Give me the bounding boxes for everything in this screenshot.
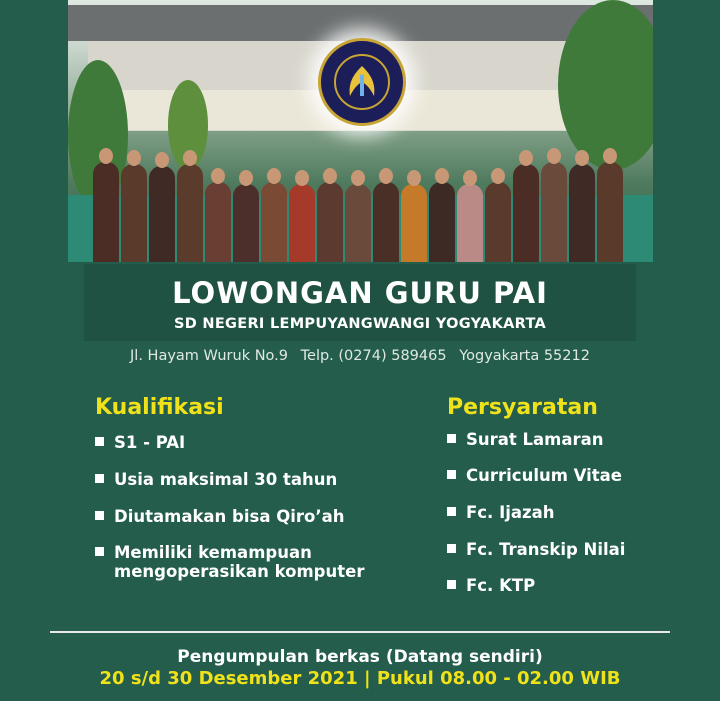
bullet-icon xyxy=(447,507,456,516)
staff-person xyxy=(205,182,231,262)
staff-group xyxy=(93,150,623,262)
bullet-icon xyxy=(95,511,104,520)
divider xyxy=(50,631,670,633)
building-roof xyxy=(68,5,653,41)
staff-person xyxy=(457,184,483,262)
school-address xyxy=(0,348,720,364)
staff-person xyxy=(485,182,511,262)
staff-person xyxy=(121,164,147,262)
tree-right xyxy=(558,0,653,170)
staff-person xyxy=(597,162,623,262)
staff-person xyxy=(289,184,315,262)
staff-person xyxy=(401,184,427,262)
address-street: Jl. Hayam Wuruk No.9 xyxy=(130,348,289,364)
bullet-icon xyxy=(447,434,456,443)
staff-person xyxy=(261,182,287,262)
staff-person xyxy=(373,182,399,262)
kualifikasi-heading: Kualifikasi xyxy=(95,395,224,420)
staff-person xyxy=(429,182,455,262)
staff-person xyxy=(513,164,539,262)
bullet-icon xyxy=(447,470,456,479)
submission-schedule: 20 s/d 30 Desember 2021 | Pukul 08.00 - 02.00 WIB xyxy=(99,668,621,689)
bullet-icon xyxy=(95,437,104,446)
school-emblem-icon xyxy=(318,38,406,126)
staff-person xyxy=(541,162,567,262)
staff-person xyxy=(345,184,371,262)
emblem-wings-icon xyxy=(332,52,392,112)
staff-person xyxy=(569,164,595,262)
bullet-icon xyxy=(95,474,104,483)
staff-person xyxy=(317,182,343,262)
staff-person xyxy=(149,166,175,262)
poster-title: LOWONGAN GURU PAI xyxy=(172,276,548,310)
school-name: SD NEGERI LEMPUYANGWANGI YOGYAKARTA xyxy=(173,316,547,332)
persyaratan-heading: Persyaratan xyxy=(447,395,598,420)
staff-person xyxy=(233,184,259,262)
bullet-icon xyxy=(447,544,456,553)
bullet-icon xyxy=(95,547,104,556)
staff-person xyxy=(177,164,203,262)
address-phone: Telp. (0274) 589465 xyxy=(300,348,447,364)
submission-note: Pengumpulan berkas (Datang sendiri) xyxy=(177,647,543,667)
title-box xyxy=(84,264,636,341)
address-city: Yogyakarta 55212 xyxy=(459,348,590,364)
staff-person xyxy=(93,162,119,262)
bullet-icon xyxy=(447,580,456,589)
